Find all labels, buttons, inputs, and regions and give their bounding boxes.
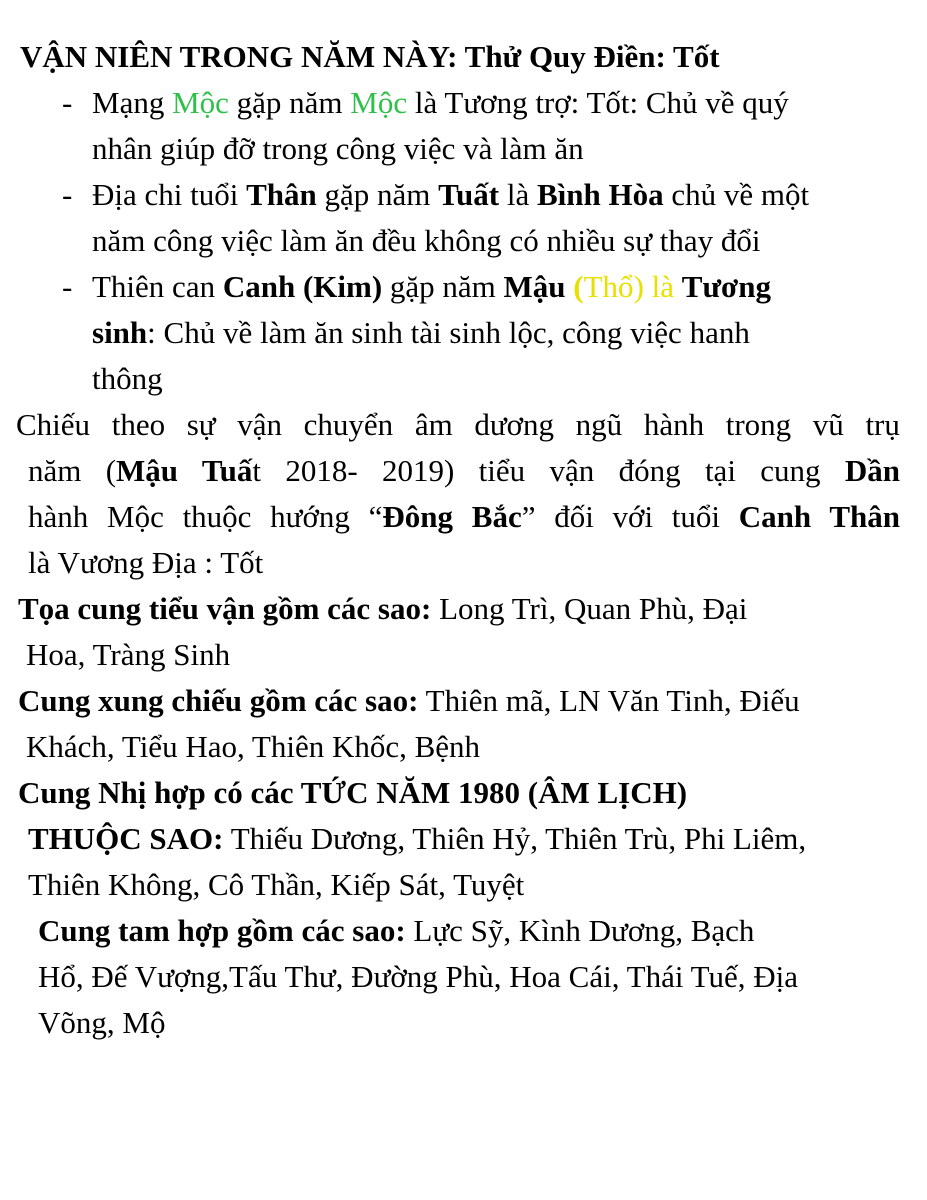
bold-text: Tương	[681, 269, 771, 304]
bullet-2-line-1	[62, 172, 809, 218]
heading-value: Thử Quy Điền: Tốt	[464, 39, 720, 74]
section-label: Tọa cung tiểu vận gồm các sao:	[18, 591, 432, 626]
word: dương	[474, 407, 555, 442]
highlight-green: Mộc	[350, 85, 408, 120]
text: t 2018- 2019) tiểu vận đóng tại cung	[252, 453, 845, 488]
text: Địa chi tuổi	[92, 177, 247, 212]
text: Thiên mã, LN Văn Tinh, Điếu	[418, 683, 800, 718]
bold-text: Đông Bắc	[382, 499, 522, 534]
text: là	[499, 177, 537, 212]
xung-chieu-line-2: Khách, Tiểu Hao, Thiên Khốc, Bệnh	[26, 729, 481, 764]
word: ngũ	[575, 407, 623, 442]
bold-text: Mậu Tuấ	[116, 453, 253, 488]
text: chủ về một	[663, 177, 810, 212]
bold-text: Thân	[246, 177, 317, 212]
bullet-dash: -	[62, 85, 73, 120]
bold-text: (Kim)	[302, 269, 383, 304]
word: sự	[186, 407, 216, 442]
bullet-dash: -	[62, 177, 73, 212]
tam-hop-line-2: Hổ, Đế Vượng,Tấu Thư, Đường Phù, Hoa Cái, Thái Tuế, Địa	[38, 959, 798, 994]
paren-yellow: (	[565, 269, 584, 304]
bullet-dash: -	[62, 269, 73, 304]
word: vũ	[812, 407, 844, 442]
text: gặp năm	[316, 177, 439, 212]
paragraph-line-2	[28, 448, 900, 494]
bullet-1-line-1	[62, 80, 789, 126]
paragraph-line-3	[28, 494, 900, 540]
text: Long Trì, Quan Phù, Đại	[431, 591, 748, 626]
section-label: THUỘC SAO:	[28, 821, 224, 856]
word: trụ	[865, 407, 900, 442]
word: hành	[643, 407, 705, 442]
bold-text: Canh	[222, 269, 296, 304]
text: Mạng	[92, 85, 173, 120]
text: ” đối với tuổi	[521, 499, 739, 534]
bold-text: Mậu	[503, 269, 566, 304]
word: theo	[111, 407, 166, 442]
xung-chieu-line-1	[18, 678, 800, 724]
toa-cung-line-1	[18, 586, 747, 632]
paren-yellow: ) là	[633, 269, 682, 304]
paragraph-line-1	[16, 402, 900, 448]
text: Thiên can	[92, 269, 223, 304]
word: trong	[725, 407, 792, 442]
tam-hop-line-3: Võng, Mộ	[38, 1005, 166, 1040]
text: : Chủ về làm ăn sinh tài sinh lộc, công việc hanh	[147, 315, 750, 350]
text: năm (	[28, 453, 117, 488]
section-label: Cung xung chiếu gồm các sao:	[18, 683, 419, 718]
paragraph-line-4: là Vương Địa : Tốt	[28, 545, 264, 580]
bold-text: Canh Thân	[738, 499, 900, 534]
tam-hop-line-1	[38, 908, 754, 954]
text: gặp năm	[228, 85, 351, 120]
text	[295, 269, 303, 304]
text: là Tương trợ: Tốt: Chủ về quý	[407, 85, 789, 120]
page-heading	[20, 34, 720, 80]
word: vận	[237, 407, 282, 442]
highlight-green: Mộc	[172, 85, 229, 120]
word: chuyển	[303, 407, 394, 442]
bold-text: sinh	[92, 315, 148, 350]
word: âm	[414, 407, 453, 442]
bold-text: Tuất	[438, 177, 500, 212]
nhi-hop-line-1	[28, 816, 806, 862]
highlight-yellow: Thổ	[583, 269, 634, 304]
bullet-1-line-2: nhân giúp đỡ trong công việc và làm ăn	[92, 131, 584, 166]
bold-text: Bình Hòa	[536, 177, 664, 212]
nhi-hop-heading: Cung Nhị hợp có các TỨC NĂM 1980 (ÂM LỊCH)	[18, 775, 688, 810]
heading-label: VẬN NIÊN TRONG NĂM NÀY:	[20, 39, 458, 74]
bullet-3-line-3: thông	[92, 361, 163, 396]
bullet-3-line-2	[92, 310, 750, 356]
nhi-hop-line-2: Thiên Không, Cô Thần, Kiếp Sát, Tuyệt	[28, 867, 525, 902]
text: Lực Sỹ, Kình Dương, Bạch	[405, 913, 755, 948]
bullet-3-line-1	[62, 264, 771, 310]
toa-cung-line-2: Hoa, Tràng Sinh	[26, 637, 231, 672]
section-label: Cung tam hợp gồm các sao:	[38, 913, 406, 948]
text: gặp năm	[382, 269, 504, 304]
text: Thiếu Dương, Thiên Hỷ, Thiên Trù, Phi Liêm,	[223, 821, 807, 856]
bold-text: Dần	[844, 453, 901, 488]
text: hành Mộc thuộc hướng “	[28, 499, 383, 534]
bullet-2-line-2: năm công việc làm ăn đều không có nhiều sự thay đổi	[92, 223, 761, 258]
word: Chiếu	[16, 407, 91, 442]
